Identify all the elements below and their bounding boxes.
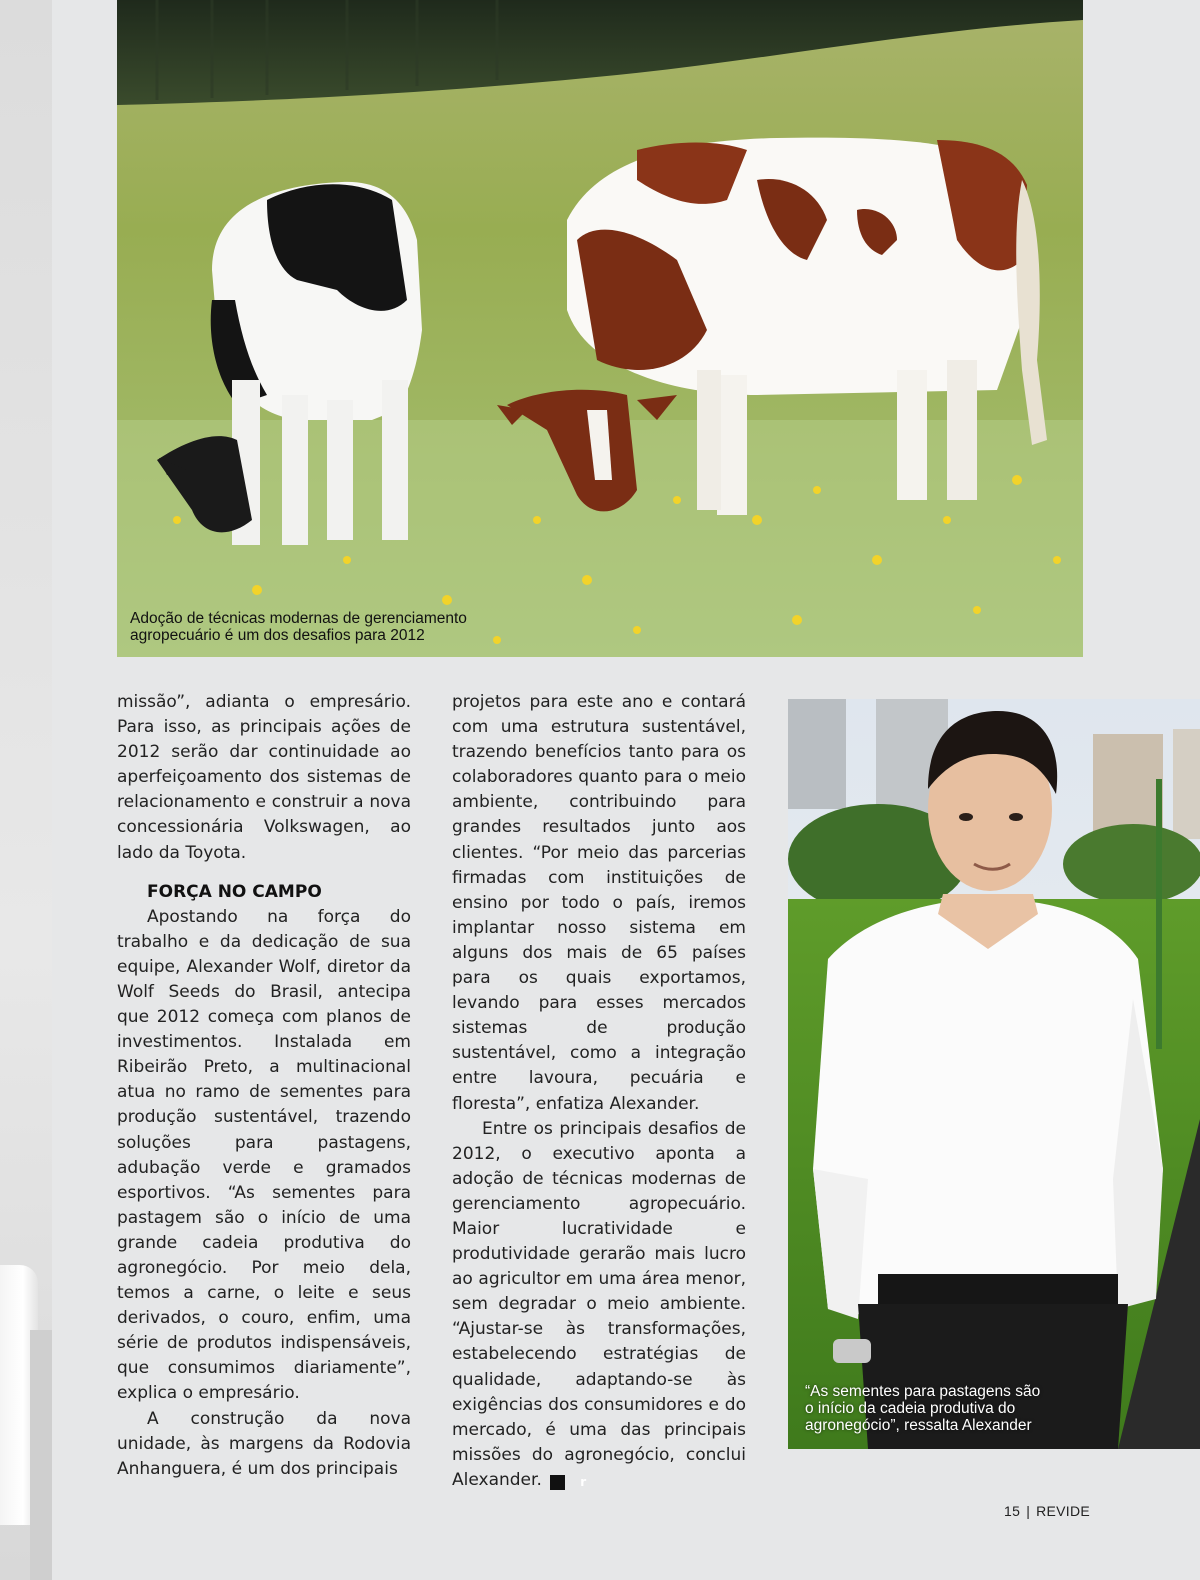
paragraph: projetos para este ano e contará com uma estrutura sustentável, trazendo benefícios tanto para os colaboradores quanto para o meio ambiente, contribuindo para grandes resultados junto aos clientes. “Por meio das parcerias firmadas com instituições de ensino por todo o país, iremos implantar nosso sistema em alguns dos mais de 65 países para os quais exportamos, levando para esses mercados sistemas de produção sustentável, como a integração entre lavoura, pecuária e floresta”, enfatiza Alexander. (452, 692, 746, 1114)
footer-separator: | (1026, 1503, 1031, 1519)
cows-photo-caption (130, 610, 467, 644)
paragraph-text: Entre os principais desafios de 2012, o executivo aponta a adoção de técnicas modernas de gerenciamento agropecuário. Maior lucratividade e produtividade gerarão mais lucro ao agricultor em uma área menor, sem degradar o meio ambiente. “Ajustar-se às transformações, estabelecendo estratégias de qualidade, adaptando-se às exigências dos consumidores e do mercado, é uma das principais missões do agronegócio, conclui Alexander. (452, 1118, 746, 1490)
paragraph: missão”, adianta o empresário. Para isso, as principais ações de 2012 serão dar continuidade ao aperfeiçoamento dos sistemas de relacionamento e construir a nova concessionária Volkswagen, ao lado da Toyota. (117, 692, 411, 863)
caption-line: agronegócio”, ressalta Alexander (805, 1417, 1032, 1434)
paragraph: Apostando na força do trabalho e da dedicação de sua equipe, Alexander Wolf, diretor da Wolf Seeds do Brasil, antecipa que 2012 começa com planos de investimentos. Instalada em Ribeirão Preto, a multinacional atua no ramo de sementes para produção sustentável, trazendo soluções para pastagens, adubação verde e gramados esportivos. “As sementes para pastagem são o início de uma grande cadeia produtiva do agronegócio. Por meio dela, temos a carne, o leite e seus derivados, o couro, enfim, uma série de produtos indispensáveis, que consumimos diariamente”, explica o empresário. (117, 906, 411, 1404)
caption-line: Adoção de técnicas modernas de gerenciamento (130, 610, 467, 627)
portrait-illustration (788, 699, 1200, 1449)
page-footer (1004, 1503, 1090, 1519)
paragraph (452, 1117, 746, 1493)
cows-illustration (117, 0, 1083, 657)
cows-grazing-photo (117, 0, 1083, 657)
article-column-1 (117, 690, 411, 1482)
alexander-portrait-photo (788, 699, 1200, 1449)
magazine-name: REVIDE (1036, 1503, 1091, 1519)
background-fragment (30, 1330, 52, 1580)
caption-line: agropecuário é um dos desafios para 2012 (130, 627, 425, 644)
article-column-2 (452, 690, 746, 1493)
end-of-article-icon: r (550, 1475, 565, 1490)
paragraph: A construção da nova unidade, às margens da Rodovia Anhanguera, é um dos principais (117, 1408, 411, 1479)
previous-page-photo-edge (0, 0, 52, 1580)
portrait-caption (805, 1383, 1040, 1434)
caption-line: o início da cadeia produtiva do (805, 1400, 1016, 1417)
caption-line: “As sementes para pastagens são (805, 1383, 1041, 1400)
section-heading: FORÇA NO CAMPO (147, 881, 322, 902)
page-number: 15 (1004, 1503, 1021, 1519)
